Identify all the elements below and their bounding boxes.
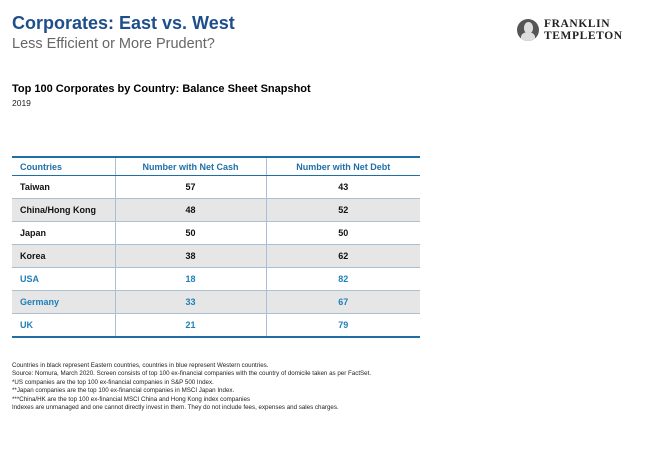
table-row	[12, 291, 420, 314]
balance-sheet-table	[12, 156, 420, 338]
net-cash-cell: 18	[115, 268, 266, 291]
logo-line-2: TEMPLETON	[544, 30, 623, 42]
page-subtitle: Less Efficient or More Prudent?	[12, 36, 215, 52]
footnote: **Japan companies are the top 100 ex-financial companies in MSCI Japan Index.	[12, 387, 235, 395]
portrait-icon	[517, 19, 539, 41]
table-header-row	[12, 157, 420, 176]
table-year: 2019	[12, 98, 31, 108]
net-cash-cell: 48	[115, 199, 266, 222]
footnote: *US companies are the top 100 ex-financial companies in S&P 500 Index.	[12, 378, 214, 386]
net-cash-cell: 57	[115, 176, 266, 199]
net-cash-cell: 21	[115, 314, 266, 338]
table-row	[12, 222, 420, 245]
net-debt-cell: 43	[266, 176, 420, 199]
country-cell: Germany	[12, 291, 115, 314]
table-title: Top 100 Corporates by Country: Balance Sheet Snapshot	[12, 83, 311, 95]
net-cash-cell: 38	[115, 245, 266, 268]
country-cell: Taiwan	[12, 176, 115, 199]
country-cell: Japan	[12, 222, 115, 245]
net-debt-cell: 79	[266, 314, 420, 338]
net-debt-cell: 52	[266, 199, 420, 222]
table-row	[12, 176, 420, 199]
footnotes	[12, 362, 371, 412]
table-row	[12, 314, 420, 338]
net-debt-cell: 62	[266, 245, 420, 268]
page-title: Corporates: East vs. West	[12, 13, 235, 33]
net-debt-cell: 82	[266, 268, 420, 291]
table-row	[12, 268, 420, 291]
footnote: Countries in black represent Eastern countries, countries in blue represent Western countries.	[12, 362, 269, 369]
column-header-countries: Countries	[12, 157, 115, 176]
table-row	[12, 245, 420, 268]
net-cash-cell: 50	[115, 222, 266, 245]
table-row	[12, 199, 420, 222]
net-debt-cell: 67	[266, 291, 420, 314]
column-header-net-cash: Number with Net Cash	[115, 157, 266, 176]
footnote: Indexes are unmanaged and one cannot directly invest in them. They do not include fees, expenses and sales charges.	[12, 404, 339, 412]
footnote: Source: Nomura, March 2020. Screen consists of top 100 ex-financial companies with the country of domicile taken as per FactSet.	[12, 370, 372, 378]
column-header-net-debt: Number with Net Debt	[266, 157, 420, 176]
country-cell: UK	[12, 314, 115, 338]
logo-line-1: FRANKLIN	[544, 18, 611, 30]
country-cell: Korea	[12, 245, 115, 268]
footnote: ***China/HK are the top 100 ex-financial MSCI China and Hong Kong index companies	[12, 395, 251, 403]
logo-wordmark	[544, 18, 623, 42]
country-cell: China/Hong Kong	[12, 199, 115, 222]
net-cash-cell: 33	[115, 291, 266, 314]
net-debt-cell: 50	[266, 222, 420, 245]
country-cell: USA	[12, 268, 115, 291]
franklin-templeton-logo	[517, 18, 623, 42]
